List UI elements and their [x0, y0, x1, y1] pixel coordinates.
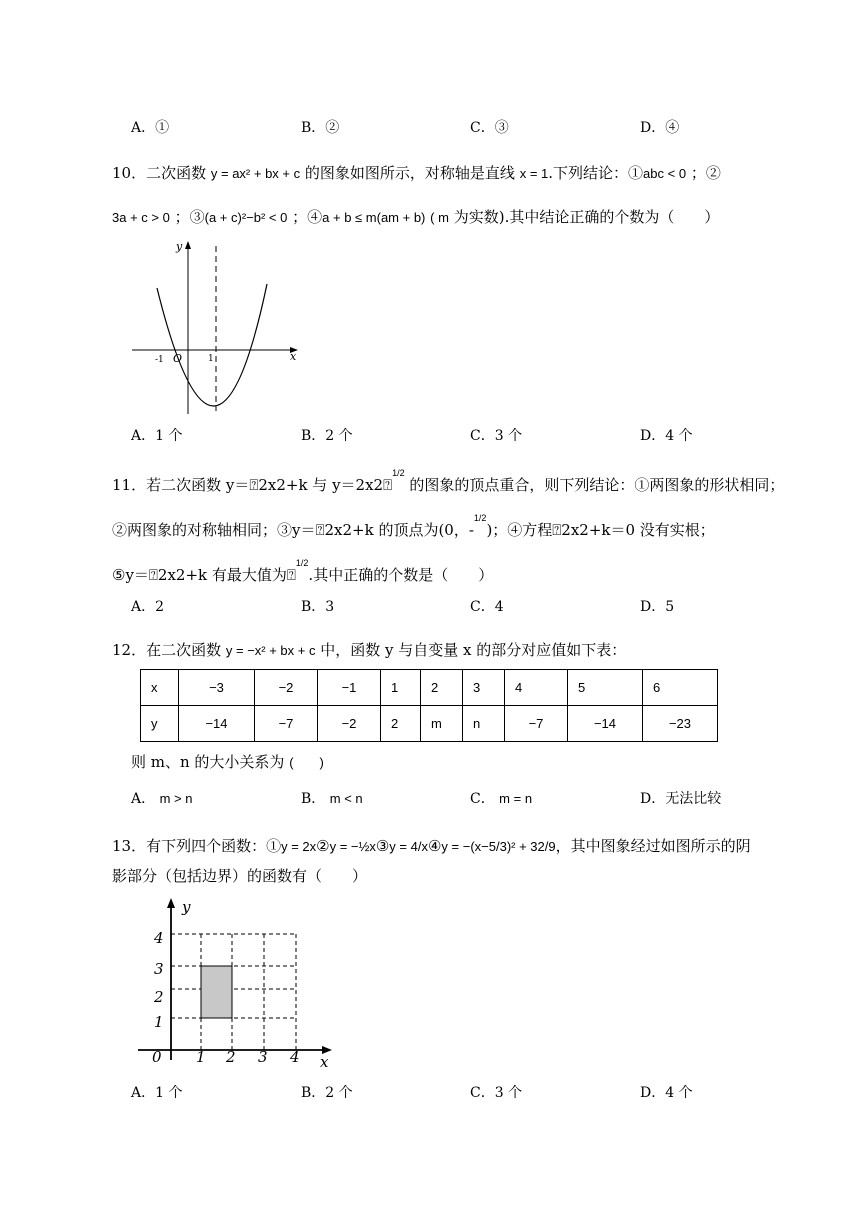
table-row — [141, 670, 718, 706]
q13-x-tick-1: 1 — [196, 1048, 206, 1066]
q12-option-b — [301, 789, 363, 809]
q12-option-d: D．无法比较 — [640, 791, 722, 807]
q10-conclusion-4: a + b ≤ m(am + b) — [322, 210, 426, 225]
q13-y-tick-1: 1 — [154, 1013, 164, 1031]
table-cell: −7 — [505, 706, 568, 742]
q12-value-table — [140, 669, 718, 742]
q13-stem-line1 — [112, 836, 751, 857]
q11-fraction-3: 1/2 — [295, 558, 309, 568]
q10-neg-one-label: -1 — [155, 355, 164, 365]
q10-parabola-curve — [157, 284, 267, 406]
q10-conclusion-3: (a + c)²−b² < 0 — [204, 210, 288, 225]
q10-y-label: y — [176, 240, 183, 253]
option-math: m = n — [499, 791, 533, 806]
q13-y-tick-3: 3 — [154, 960, 164, 978]
q11-option-a: A．2 — [131, 599, 165, 615]
q11-option-b: B．3 — [301, 599, 335, 615]
q10-sep-3: ；④ — [292, 208, 323, 226]
table-cell: 4 — [505, 670, 568, 706]
q10-stem-line2 — [112, 207, 719, 228]
q13-circle-4: ④ — [427, 837, 442, 855]
q13-shaded-region — [201, 966, 232, 1018]
q10-parabola-graph — [128, 236, 303, 416]
q12-stem — [112, 640, 626, 661]
table-cell: 6 — [643, 670, 718, 706]
q13-option-d: D．4 个 — [640, 1085, 693, 1101]
q13-x-tick-4: 4 — [290, 1048, 300, 1066]
q10-sep-2: ；③ — [174, 208, 205, 226]
q13-option-c: C．3 个 — [470, 1085, 523, 1101]
table-cell: −1 — [318, 670, 381, 706]
q11-option-c: C．4 — [470, 599, 504, 615]
table-cell: x — [141, 670, 179, 706]
q13-y-label: y — [182, 898, 191, 916]
q10-function: y = ax² + bx + c — [210, 166, 301, 181]
table-cell: −14 — [179, 706, 255, 742]
q10-stem-line1 — [112, 163, 721, 184]
table-cell: −7 — [255, 706, 318, 742]
q10-one-label: 1 — [208, 354, 214, 364]
q13-origin-label: 0 — [152, 1048, 162, 1066]
q10-y-arrow-icon — [185, 241, 191, 249]
q12-function: y = −x² + bx + c — [225, 643, 316, 658]
table-cell: 1 — [381, 670, 421, 706]
q10-conclusion-1: abc < 0 — [643, 166, 687, 181]
table-cell: y — [141, 706, 179, 742]
q13-function-1: y = 2x — [281, 839, 317, 854]
q11-text-b: 的图象的顶点重合，则下列结论：①两图象的形状相同； — [409, 476, 785, 494]
q10-option-b: B．2 个 — [301, 428, 353, 444]
q9-option-d: D．④ — [640, 120, 680, 136]
q11-stem-line1 — [112, 468, 785, 497]
q12-paren: ( ) — [289, 755, 324, 770]
q11-text-a: 11．若二次函数 y＝⍰2x2+k 与 y＝2x2⍰ — [112, 476, 393, 494]
q13-function-2: y = −½x — [329, 839, 376, 854]
q11-fraction-1: 1/2 — [392, 468, 405, 478]
q10-text-b: 的图象如图所示，对称轴是直线 — [304, 164, 515, 182]
q9-option-b: B．② — [301, 120, 340, 136]
option-math: m < n — [329, 791, 363, 806]
table-cell: −14 — [568, 706, 643, 742]
q12-question — [131, 752, 324, 773]
table-cell: 3 — [463, 670, 505, 706]
q13-x-tick-2: 2 — [226, 1048, 236, 1066]
q13-grid-lines — [171, 934, 296, 1050]
q12-text-b: 中，函数 y 与自变量 x 的部分对应值如下表： — [320, 641, 627, 659]
table-cell: 5 — [568, 670, 643, 706]
q13-option-b: B．2 个 — [301, 1085, 353, 1101]
q10-text-a: 二次函数 — [146, 164, 207, 182]
q13-x-tick-3: 3 — [258, 1048, 268, 1066]
q13-function-4: y = −(x−5/3)² + 32/9 — [441, 839, 556, 854]
option-letter: C． — [470, 791, 495, 807]
q10-paren: ( m — [430, 210, 449, 225]
q9-option-c: C．③ — [470, 120, 509, 136]
q11-text-e: ⑤y＝⍰2x2+k 有最大值为⍰ — [112, 566, 296, 584]
table-cell: −2 — [318, 706, 381, 742]
q11-stem-line2 — [112, 513, 715, 542]
q13-stem-line2: 影部分（包括边界）的函数有（ ） — [112, 867, 368, 885]
q11-text-f: .其中正确的个数是（ ） — [308, 566, 494, 584]
q10-sep-1: ；② — [690, 164, 721, 182]
q13-text-a: 13．有下列四个函数：① — [112, 837, 282, 855]
q13-grid-graph — [130, 892, 340, 1072]
q13-y-arrow-icon — [167, 898, 175, 908]
table-cell: −3 — [179, 670, 255, 706]
q11-text-d: )；④方程⍰2x2+k＝0 没有实根； — [486, 521, 715, 539]
option-math: m > n — [159, 791, 193, 806]
q12-option-c — [470, 789, 532, 809]
q12-option-a — [131, 789, 192, 809]
q11-stem-line3 — [112, 558, 494, 587]
q13-function-3: y = 4/x — [389, 839, 428, 854]
q9-option-a: A．① — [131, 120, 170, 136]
q13-y-tick-4: 4 — [154, 929, 164, 947]
q10-option-d: D．4 个 — [640, 428, 693, 444]
q13-x-label: x — [320, 1053, 329, 1071]
q13-y-tick-2: 2 — [154, 988, 164, 1006]
q10-option-c: C．3 个 — [470, 428, 523, 444]
q12-text-a: 12．在二次函数 — [112, 641, 222, 659]
q13-option-a: A．1 个 — [131, 1085, 183, 1101]
table-cell: −23 — [643, 706, 718, 742]
q13-text-b: ，其中图象经过如图所示的阴 — [555, 837, 751, 855]
q10-x-label: x — [290, 350, 297, 363]
q10-number: 10． — [112, 164, 147, 182]
q10-axis: x = 1 — [519, 166, 549, 181]
q12-question-text: 则 m、n 的大小关系为 — [131, 753, 285, 771]
q11-fraction-2: 1/2 — [473, 513, 487, 523]
q13-circle-3: ③ — [375, 837, 390, 855]
q10-origin-label: O — [173, 352, 183, 365]
q10-conclusion-2: 3a + c > 0 — [112, 210, 170, 225]
table-cell: 2 — [381, 706, 421, 742]
option-letter: B． — [301, 791, 326, 807]
q10-option-a: A．1 个 — [131, 428, 183, 444]
q11-option-d: D．5 — [640, 599, 675, 615]
q10-text-c: .下列结论：① — [548, 164, 644, 182]
table-cell: 2 — [421, 670, 463, 706]
q13-circle-2: ② — [316, 837, 330, 855]
q11-text-c: ②两图象的对称轴相同；③y＝⍰2x2+k 的顶点为(0，- — [112, 521, 474, 539]
table-cell: −2 — [255, 670, 318, 706]
table-cell: m — [421, 706, 463, 742]
table-cell: n — [463, 706, 505, 742]
table-row — [141, 706, 718, 742]
option-letter: A． — [131, 791, 156, 807]
q10-tail: 为实数).其中结论正确的个数为（ ） — [453, 208, 720, 226]
